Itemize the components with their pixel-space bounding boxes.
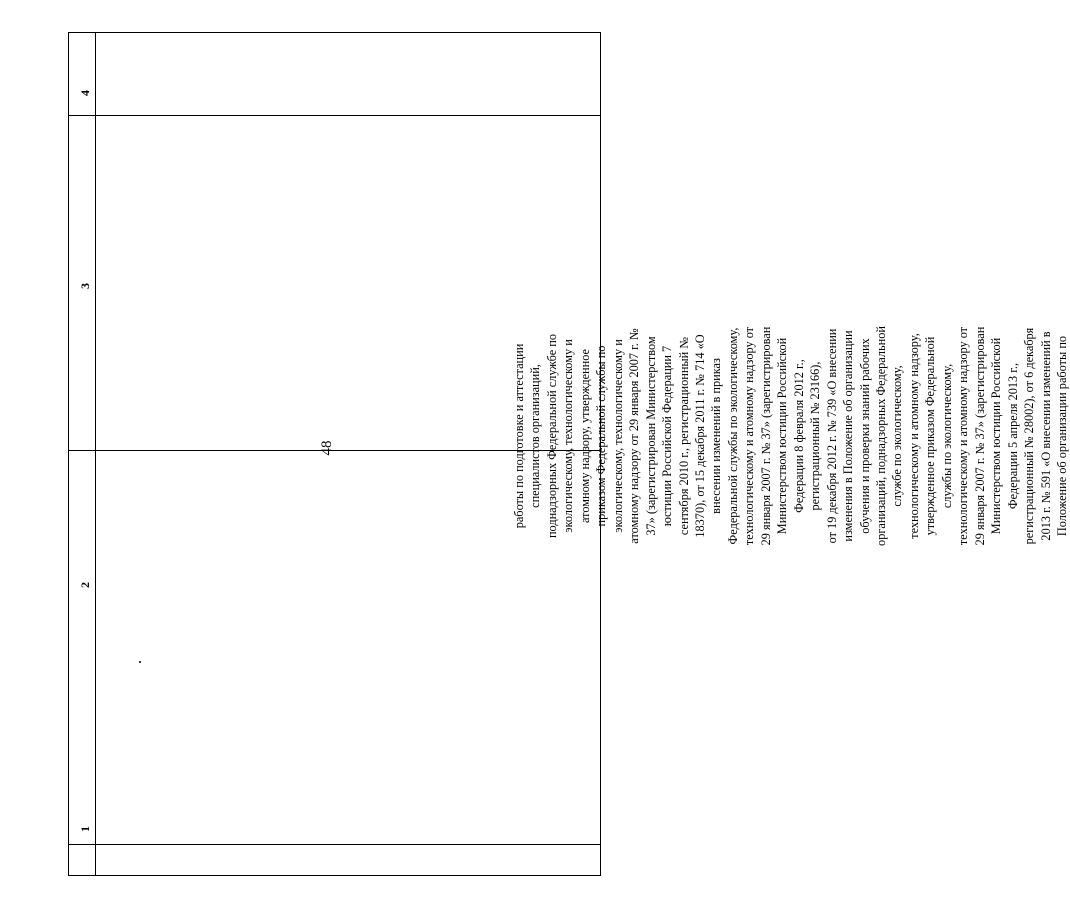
- column-number-3: 3: [78, 283, 92, 289]
- column3-line: внесении изменений в приказ: [709, 358, 724, 514]
- column3-line: технологическому и атомному надзору от: [956, 326, 971, 546]
- column3-line: 2013 г. № 591 «О внесении изменений в: [1038, 331, 1053, 541]
- column3-line: изменения в Положение об организации: [841, 330, 856, 542]
- page-number: 48: [319, 440, 335, 456]
- column3-line: Федерации 8 февраля 2012 г.,: [791, 359, 806, 513]
- column3-line: поднадзорных Федеральной службе по: [544, 333, 559, 539]
- column3-line: технологическому и атомному надзору от: [742, 326, 757, 546]
- column3-line: 29 января 2007 г. № 37» (зарегистрирован: [972, 326, 987, 546]
- column3-line: технологическому и атомному надзору,: [906, 333, 921, 539]
- column-number-2: 2: [78, 582, 92, 588]
- column3-line: от 19 декабря 2012 г. № 739 «О внесении: [824, 328, 839, 544]
- column3-line: Федерации 5 апреля 2013 г.,: [1005, 362, 1020, 510]
- column3-line: 18370), от 15 декабря 2011 г. № 714 «О: [692, 334, 707, 538]
- column3-line: атомному надзору от 29 января 2007 г. №: [627, 328, 642, 544]
- column-divider-3-4: [68, 844, 601, 845]
- column3-line: экологическому, технологическому и: [610, 339, 625, 533]
- column3-line: 37» (зарегистрирован Министерством: [643, 336, 658, 536]
- column3-line: обучения и проверки знаний рабочих: [857, 338, 872, 534]
- column3-line: специалистов организаций,: [528, 364, 543, 508]
- column3-line: регистрационный № 28002), от 6 декабря: [1022, 327, 1037, 545]
- column3-line: приказом Федеральной службы по: [594, 345, 609, 527]
- column-number-4: 4: [78, 90, 92, 96]
- column3-line: 29 января 2007 г. № 37» (зарегистрирован: [758, 326, 773, 546]
- column3-line: утвержденное приказом Федеральной: [923, 336, 938, 536]
- stray-mark: [139, 661, 141, 663]
- column3-line: Министерством юстиции Российской: [775, 337, 790, 535]
- column3-line: экологическому, технологическому и: [561, 339, 576, 533]
- column3-line: Федеральной службы по экологическому,: [725, 327, 740, 545]
- column3-line: регистрационный № 23166),: [808, 361, 823, 511]
- column-divider-1-2: [68, 115, 601, 116]
- column3-line: работы по подготовке и аттестации: [512, 343, 526, 529]
- column3-line: атомному надзору, утвержденное: [577, 349, 592, 523]
- column3-line: организаций, поднадзорных Федеральной: [873, 326, 888, 546]
- column3-line: юстиции Российской Федерации 7: [660, 345, 675, 527]
- header-row-divider: [95, 32, 96, 876]
- column-number-1: 1: [78, 826, 92, 832]
- column3-line: службы по экологическому,: [939, 363, 954, 509]
- column3-line: Министерством юстиции Российской: [989, 337, 1004, 535]
- column3-line: Положение об организации работы по: [1054, 335, 1069, 537]
- column3-cell-text: [509, 136, 1069, 736]
- column3-line: службе по экологическому,: [890, 365, 905, 507]
- column3-line: сентября 2010 г., регистрационный №: [676, 336, 691, 536]
